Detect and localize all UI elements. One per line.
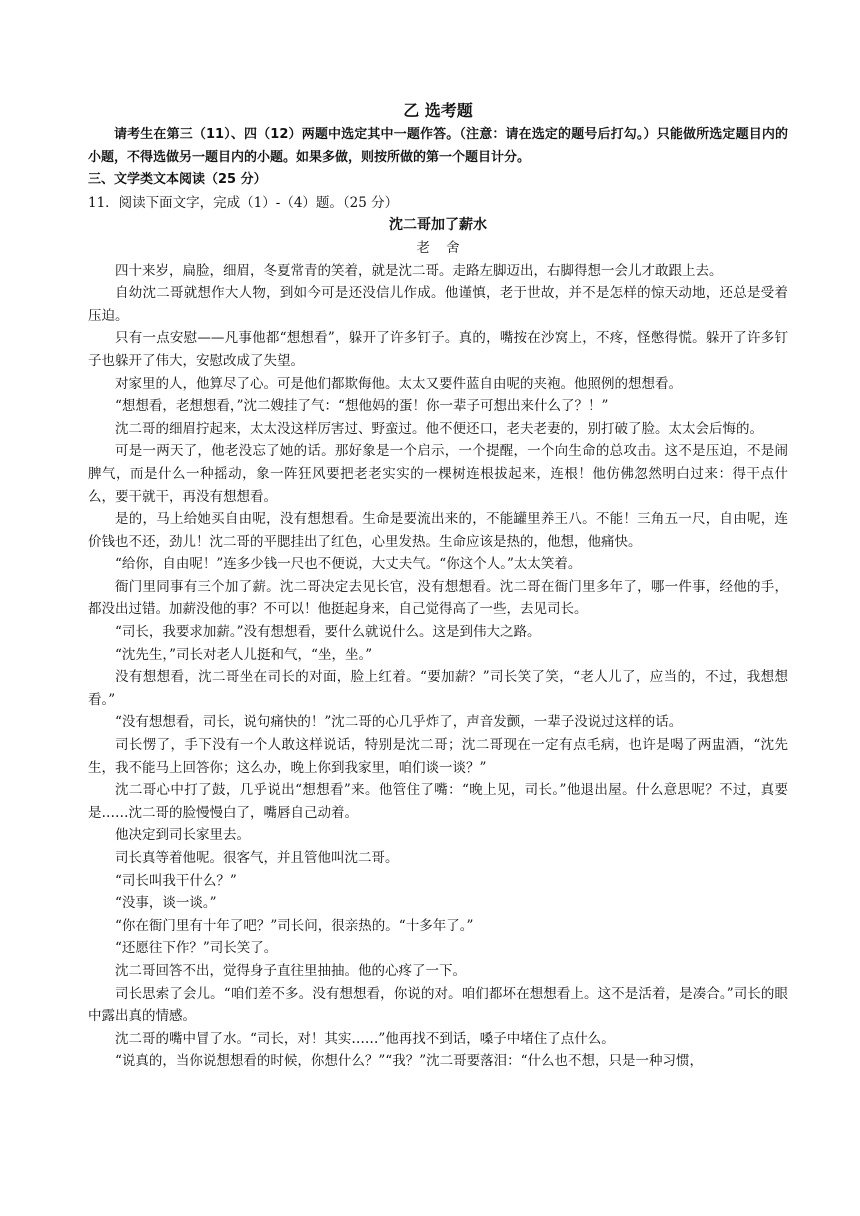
story-paragraph: 沈二哥心中打了鼓，几乎说出“想想看”来。他管住了嘴：“晚上见，司长。”他退出屋。什么意思呢？不过，真要是……沈二哥的脸慢慢白了，嘴唇自己动着。 — [88, 782, 788, 821]
story-paragraph: 司长思索了会儿。“咱们差不多。没有想想看，你说的对。咱们都坏在想想看上。这不是活着，是凑合。”司长的眼中露出真的情感。 — [88, 985, 788, 1025]
story-paragraph: 四十来岁，扁脸，细眉，冬夏常青的笑着，就是沈二哥。走路左脚迈出，右脚得想一会儿才敢跟上去。 — [115, 262, 723, 279]
story-paragraph: “还愿往下作？”司长笑了。 — [115, 940, 278, 957]
story-paragraph: 没有想想看，沈二哥坐在司长的对面，脸上红着。“要加薪？”司长笑了笑，“老人儿了，应当的，不过，我想想看。” — [88, 669, 788, 708]
story-paragraph: 他决定到司长家里去。 — [115, 827, 250, 844]
story-paragraph: “司长叫我干什么？” — [115, 872, 237, 889]
story-paragraph: “给你，自由呢！”连多少钱一尺也不便说，大丈夫气。“你这个人。”太太笑着。 — [115, 556, 582, 573]
story-paragraph: “司长，我要求加薪。”没有想想看，要什么就说什么。这是到伟大之路。 — [115, 624, 541, 641]
exam-page — [88, 100, 788, 1073]
story-author: 老舍 — [416, 239, 476, 256]
story-paragraph: “想想看，老想想看，”沈二嫂挂了气：“想他妈的蛋！你一辈子可想出来什么了？！” — [115, 398, 609, 415]
story-paragraph: “说真的，当你说想想看的时候，你想什么？”“我？”沈二哥要落泪：“什么也不想，只是一种习惯， — [115, 1053, 704, 1070]
story-paragraph: “沈先生，”司长对老人儿挺和气，“坐，坐。” — [115, 646, 373, 663]
part-heading: 三、文学类文本阅读（25 分） — [88, 172, 267, 188]
question-stem: 11．阅读下面文字，完成（1）-（4）题。（25 分） — [88, 194, 399, 211]
story-paragraph: “没事，谈一谈。” — [115, 895, 217, 912]
instructions: 请考生在第三（11）、四（12）两题中选定其中一题作答。（注意：请在选定的题号后打勾。）只能做所选定题目内的小题，不得选做另一题目内的小题。如果多做，则按所做的第一个题目计分。 — [88, 127, 788, 165]
story-paragraph: “你在衙门里有十年了吧？”司长问，很亲热的。“十多年了。” — [115, 917, 474, 934]
story-paragraph: 是的，马上给她买自由呢，没有想想看。生命是要流出来的，不能罐里养王八。不能！三角五一尺，自由呢，连价钱也不还，劲儿！沈二哥的平腮挂出了红色，心里发热。生命应该是热的，他想，他痛快。 — [88, 511, 788, 550]
story-paragraph: 自幼沈二哥就想作大人物，到如今可是还没信儿作成。他谨慎，老于世故，并不是怎样的惊天动地，还总是受着压迫。 — [88, 285, 788, 324]
story-paragraph: “没有想想看，司长，说句痛快的！”沈二哥的心几乎炸了，声音发颤，一辈子没说过这样的话。 — [115, 714, 683, 731]
story-paragraph: 可是一两天了，他老没忘了她的话。那好象是一个启示，一个提醒，一个向生命的总攻击。这不是压迫，不是闹脾气，而是什么一种摇动，象一阵狂风要把老老实实的一棵树连根拔起来，连根！他仿佛忽然明白过来：得干点什么，要干就干，再没有想想看。 — [88, 443, 788, 505]
story-paragraph: 只有一点安慰——凡事他都“想想看”，躲开了许多钉子。真的，嘴按在沙窝上，不疼，怪憋得慌。躲开了许多钉子也躲开了伟大，安慰改成了失望。 — [88, 330, 788, 369]
story-paragraph: 沈二哥的嘴中冒了水。“司长，对！其实……”他再找不到话，嗓子中堵住了点什么。 — [115, 1030, 615, 1047]
story-paragraph: 司长愣了，手下没有一个人敢这样说话，特别是沈二哥；沈二哥现在一定有点毛病，也许是喝了两盅酒，“沈先生，我不能马上回答你；这么办，晚上你到我家里，咱们谈一谈？” — [88, 737, 788, 776]
story-paragraph: 沈二哥的细眉拧起来，太太没这样厉害过、野蛮过。他不便还口，老夫老妻的，别打破了脸。太太会后悔的。 — [115, 420, 763, 437]
story-title: 沈二哥加了薪水 — [389, 217, 487, 234]
story-paragraph: 衙门里同事有三个加了薪。沈二哥决定去见长官，没有想想看。沈二哥在衙门里多年了，哪一件事，经他的手，都没出过错。加薪没他的事？不可以！他挺起身来，自己觉得高了一些，去见司长。 — [88, 578, 788, 618]
story-paragraph: 司长真等着他呢。很客气，并且管他叫沈二哥。 — [115, 850, 399, 866]
story-paragraph: 沈二哥回答不出，觉得身子直往里抽抽。他的心疼了一下。 — [115, 962, 466, 979]
story-paragraph: 对家里的人，他算尽了心。可是他们都欺侮他。太太又要件蓝自由呢的夹袍。他照例的想想看。 — [115, 375, 682, 392]
section-title: 乙 选考题 — [403, 101, 473, 120]
